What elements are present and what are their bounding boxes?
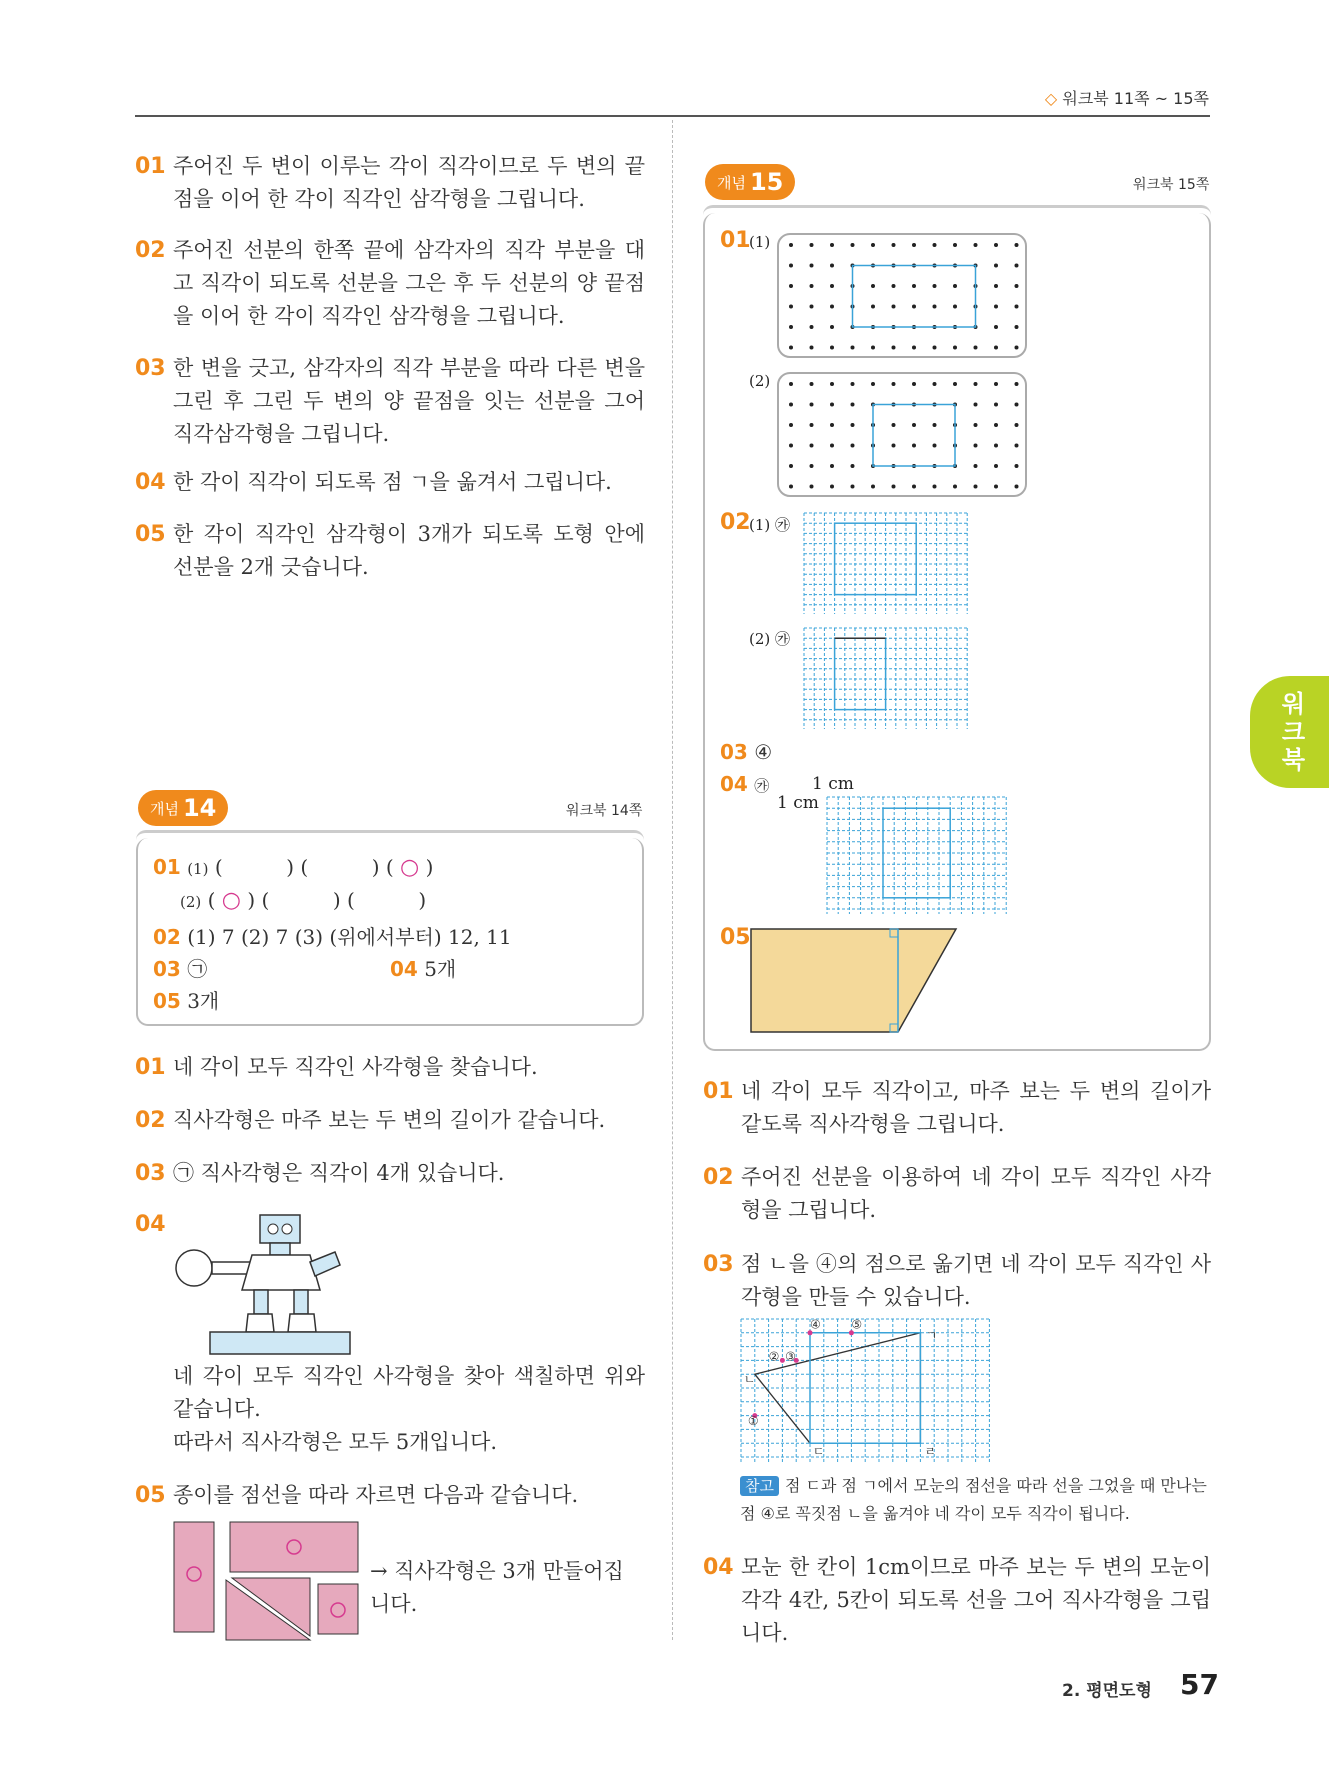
- grid-dot: [810, 284, 814, 288]
- answer-number: 04: [390, 957, 418, 981]
- item-text: 주어진 두 변이 이루는 각이 직각이므로 두 변의 끝점을 이어 한 각이 직각인 삼각형을 그립니다.: [173, 154, 645, 211]
- left-05: [135, 1479, 645, 1512]
- left-item-05: [135, 518, 645, 584]
- concept-15-tag: [705, 164, 795, 200]
- sub-label: (1): [187, 860, 209, 878]
- grid-dot: [994, 485, 998, 489]
- grid-dot: [994, 325, 998, 329]
- grid-dot: [871, 305, 875, 309]
- grid-dot: [974, 403, 978, 407]
- grid-dot: [892, 243, 896, 247]
- grid-dot: [830, 423, 834, 427]
- item-number: 02: [135, 1108, 166, 1133]
- left-item-02: [135, 234, 645, 333]
- grid-dot: [953, 346, 957, 350]
- dot-grid-frame: [778, 373, 1026, 496]
- left-04-number: 04: [135, 1212, 166, 1237]
- answer-text: 3개: [187, 989, 220, 1013]
- grid-dot: [933, 485, 937, 489]
- grid-dot: [830, 305, 834, 309]
- left-05-result: → 직사각형은 3개 만들어집니다.: [370, 1559, 624, 1616]
- grid-dot: [912, 423, 916, 427]
- concept-number: 15: [749, 168, 784, 196]
- item-text: 주어진 선분의 한쪽 끝에 삼각자의 직각 부분을 대고 직각이 되도록 선분을 그은 후 두 선분의 양 끝점을 이어 한 각이 직각인 삼각형을 그립니다.: [173, 238, 645, 328]
- concept-number: 14: [182, 794, 217, 822]
- item-text: 직사각형은 마주 보는 두 변의 길이가 같습니다.: [173, 1108, 606, 1132]
- concept-14-tag: [138, 790, 228, 826]
- grid-dot: [912, 444, 916, 448]
- diagram-label: ㄱ: [925, 1328, 938, 1343]
- grid-dot: [892, 305, 896, 309]
- trapezoid-figure: [748, 926, 958, 1036]
- drawn-rectangle: [835, 638, 886, 709]
- candidate-point: [780, 1358, 785, 1363]
- grid-dot: [994, 423, 998, 427]
- grid-dot: [974, 485, 978, 489]
- c14-a02: [153, 921, 512, 950]
- answer-text: (1) 7 (2) 7 (3) (위에서부터) 12, 11: [187, 925, 512, 949]
- concept-label: 개념: [717, 173, 746, 192]
- left-04-text1: 네 각이 모두 직각인 사각형을 찾아 색칠하면 위와 같습니다.: [173, 1364, 645, 1421]
- left-b-item-02: [135, 1104, 645, 1137]
- page-number: 57: [1180, 1668, 1219, 1701]
- grid-dot: [851, 243, 855, 247]
- dot-grid-2: [777, 372, 1027, 497]
- grid-dot: [871, 284, 875, 288]
- grid-dot: [974, 382, 978, 386]
- q01-number: 01: [720, 228, 751, 253]
- side-tab-text: 워크북: [1281, 690, 1306, 774]
- grid-dot: [974, 423, 978, 427]
- q01-sub2: (2): [749, 372, 771, 390]
- grid-dot: [810, 444, 814, 448]
- grid-dot: [830, 444, 834, 448]
- q04-answer: [720, 772, 769, 796]
- grid-dot: [912, 305, 916, 309]
- grid-dot: [851, 464, 855, 468]
- c14-a04: [390, 953, 456, 982]
- grid-dot: [892, 485, 896, 489]
- item-text: ㉠ 직사각형은 직각이 4개 있습니다.: [173, 1161, 505, 1185]
- grid-paper-2: [803, 627, 971, 729]
- grid-dot: [789, 464, 793, 468]
- grid-dot: [810, 423, 814, 427]
- grid-dot: [830, 403, 834, 407]
- grid-dot: [789, 305, 793, 309]
- item-number: 02: [135, 238, 166, 263]
- grid-dot: [994, 346, 998, 350]
- c14-row2: (2) ( ○ ) ( ) ( ): [180, 888, 427, 913]
- grid-dot: [810, 403, 814, 407]
- grid-dot: [994, 284, 998, 288]
- grid-dot: [974, 346, 978, 350]
- grid-dot: [912, 284, 916, 288]
- circle-mark: ○: [221, 888, 241, 913]
- grid-dot: [994, 264, 998, 268]
- grid-dot: [953, 284, 957, 288]
- grid-dot: [830, 325, 834, 329]
- cut-paper-figure: [170, 1518, 370, 1646]
- q02-sub2: (2) ㉮: [749, 630, 791, 648]
- workbook-ref-text: 워크북 11쪽 ~ 15쪽: [1062, 89, 1209, 108]
- grid-dot: [810, 305, 814, 309]
- grid-dot: [912, 346, 916, 350]
- answer-text: 5개: [424, 957, 457, 981]
- grid-dot: [1015, 264, 1019, 268]
- diagram-label: ④: [810, 1318, 821, 1332]
- grid-dot: [830, 485, 834, 489]
- item-text: 점 ㄴ을 ④의 점으로 옮기면 네 각이 모두 직각인 사각형을 만들 수 있습니다.: [741, 1252, 1211, 1309]
- grid-dot: [974, 444, 978, 448]
- grid-dot: [953, 485, 957, 489]
- grid-paper-3: [826, 796, 1009, 914]
- item-text: 종이를 점선을 따라 자르면 다음과 같습니다.: [173, 1483, 579, 1507]
- answer-number: 03: [720, 740, 748, 764]
- grid-dot: [851, 423, 855, 427]
- grid-dot: [953, 382, 957, 386]
- grid-dot: [810, 485, 814, 489]
- item-number: 05: [135, 522, 166, 547]
- grid-dot: [1015, 325, 1019, 329]
- answer-number: 05: [153, 989, 181, 1013]
- grid-dot: [892, 444, 896, 448]
- grid-dot: [912, 485, 916, 489]
- point-move-grid: [740, 1318, 990, 1464]
- item-number: 04: [135, 470, 166, 495]
- grid-dot: [871, 382, 875, 386]
- q05-number: 05: [720, 925, 751, 950]
- workbook-side-tab: [1250, 676, 1329, 788]
- grid-dot: [994, 382, 998, 386]
- c14-a03: [153, 953, 207, 982]
- grid-dot: [892, 382, 896, 386]
- note-block: [740, 1472, 1210, 1528]
- c14-row1: 01 (1) ( ) ( ) ( ○ ): [153, 855, 434, 880]
- grid-dot: [851, 346, 855, 350]
- grid-dot: [912, 243, 916, 247]
- grid-dot: [789, 403, 793, 407]
- item-number: 01: [703, 1079, 734, 1104]
- grid-dot: [789, 264, 793, 268]
- grid-dot: [851, 444, 855, 448]
- right-item-02: [703, 1161, 1211, 1227]
- q02-sub1: (1) ㉮: [749, 516, 791, 534]
- left-item-03: [135, 352, 645, 451]
- grid-dot: [810, 243, 814, 247]
- grid-paper-1: [803, 512, 971, 614]
- grid-dot: [1015, 382, 1019, 386]
- grid-dot: [851, 485, 855, 489]
- item-number: 01: [135, 154, 166, 179]
- diagram-label: ①: [747, 1414, 759, 1429]
- grid-dot: [974, 243, 978, 247]
- answer-number: 03: [153, 957, 181, 981]
- grid-dot: [1015, 305, 1019, 309]
- answer-number: 01: [153, 855, 181, 879]
- grid-dot: [830, 243, 834, 247]
- grid-dot: [871, 485, 875, 489]
- answer-number: 02: [153, 925, 181, 949]
- item-text: 한 각이 직각이 되도록 점 ㄱ을 옮겨서 그립니다.: [173, 470, 612, 494]
- diagram-label: ㄹ: [924, 1444, 937, 1459]
- item-text: 네 각이 모두 직각이고, 마주 보는 두 변의 길이가 같도록 직사각형을 그립니다.: [741, 1079, 1211, 1136]
- diamond-icon: ◇: [1044, 89, 1058, 108]
- grid-dot: [994, 243, 998, 247]
- right-item-04: [703, 1551, 1211, 1650]
- answer-number: 04: [720, 772, 748, 796]
- grid-dot: [789, 243, 793, 247]
- workbook-ref: [1045, 86, 1209, 109]
- item-text: 한 각이 직각인 삼각형이 3개가 되도록 도형 안에 선분을 2개 긋습니다.: [173, 522, 645, 579]
- q02-number: 02: [720, 510, 751, 535]
- c14-a05: [153, 985, 219, 1014]
- grid-dot: [1015, 464, 1019, 468]
- grid-dot: [953, 305, 957, 309]
- item-number: 02: [703, 1165, 734, 1190]
- grid-dot: [994, 464, 998, 468]
- left-item-01: [135, 150, 645, 216]
- left-04-text2: 따라서 직사각형은 모두 5개입니다.: [173, 1430, 498, 1454]
- grid-dot: [1015, 403, 1019, 407]
- grid-dot: [789, 444, 793, 448]
- grid-dot: [830, 382, 834, 386]
- right-item-03: [703, 1248, 1211, 1314]
- grid-dot: [892, 423, 896, 427]
- grid-dot: [892, 346, 896, 350]
- diagram-label: ㄷ: [812, 1444, 825, 1459]
- grid-dot: [974, 464, 978, 468]
- grid-dot: [933, 444, 937, 448]
- grid-dot: [994, 305, 998, 309]
- q04-width-label: 1 cm: [812, 774, 854, 794]
- grid-dot: [892, 284, 896, 288]
- note-badge: 참고: [740, 1476, 779, 1496]
- note-text: 점 ㄷ과 점 ㄱ에서 모눈의 점선을 따라 선을 그었을 때 만나는 점 ④로 꼭짓점 ㄴ을 옮겨야 네 각이 모두 직각이 됩니다.: [740, 1476, 1207, 1523]
- grid-dot: [789, 346, 793, 350]
- grid-dot: [1015, 284, 1019, 288]
- grid-dot: [933, 346, 937, 350]
- grid-dot: [1015, 444, 1019, 448]
- item-text: 주어진 선분을 이용하여 네 각이 모두 직각인 사각형을 그립니다.: [741, 1165, 1211, 1222]
- item-number: 04: [703, 1555, 734, 1580]
- right-item-01: [703, 1075, 1211, 1141]
- q03-answer: [720, 740, 772, 764]
- grid-dot: [933, 305, 937, 309]
- sub-label: (2): [180, 893, 202, 911]
- grid-dot: [830, 284, 834, 288]
- grid-dot: [830, 346, 834, 350]
- answer-text: ㉠: [187, 957, 208, 981]
- item-text: 한 변을 긋고, 삼각자의 직각 부분을 따라 다른 변을 그린 후 그린 두 변의 양 끝점을 잇는 선분을 그어 직각삼각형을 그립니다.: [173, 356, 645, 446]
- item-text: 모눈 한 칸이 1cm이므로 마주 보는 두 변의 모눈이 각각 4칸, 5칸이 되도록 선을 그어 직사각형을 그립니다.: [741, 1555, 1211, 1645]
- item-number: 05: [135, 1483, 166, 1508]
- concept-15-ref: 워크북 15쪽: [1133, 177, 1210, 193]
- item-text: 네 각이 모두 직각인 사각형을 찾습니다.: [173, 1055, 538, 1079]
- grid-dot: [810, 325, 814, 329]
- grid-dot: [871, 243, 875, 247]
- grid-dot: [933, 284, 937, 288]
- grid-dot: [810, 382, 814, 386]
- left-item-04: [135, 466, 645, 499]
- grid-dot: [789, 382, 793, 386]
- grid-dot: [933, 423, 937, 427]
- circle-mark: ○: [400, 855, 420, 880]
- diagram-label: ⑤: [851, 1318, 863, 1332]
- diagram-label: ②: [768, 1349, 780, 1364]
- answer-text: ㉮: [754, 777, 770, 795]
- grid-dot: [789, 325, 793, 329]
- item-number: 03: [703, 1252, 734, 1277]
- q04-height-label: 1 cm: [777, 793, 819, 813]
- footer-chapter: 2. 평면도형: [1062, 1681, 1152, 1701]
- grid-dot: [789, 423, 793, 427]
- item-number: 01: [135, 1055, 166, 1080]
- grid-dot: [1015, 485, 1019, 489]
- grid-dot: [810, 464, 814, 468]
- column-divider: [672, 120, 673, 1640]
- diagram-label: ③: [785, 1349, 796, 1364]
- item-number: 03: [135, 1161, 166, 1186]
- grid-dot: [789, 284, 793, 288]
- grid-dot: [994, 444, 998, 448]
- grid-dot: [851, 403, 855, 407]
- answer-text: ④: [754, 740, 773, 764]
- grid-dot: [851, 382, 855, 386]
- robot-figure: [170, 1210, 360, 1360]
- diagram-label: ㄴ: [743, 1372, 756, 1387]
- concept-14-ref: 워크북 14쪽: [566, 803, 643, 819]
- top-rule: [135, 115, 1210, 117]
- grid-dot: [810, 346, 814, 350]
- left-b-item-03: [135, 1157, 645, 1190]
- grid-dot: [871, 346, 875, 350]
- grid-dot: [830, 464, 834, 468]
- left-b-item-01: [135, 1051, 645, 1084]
- grid-dot: [1015, 243, 1019, 247]
- grid-dot: [830, 264, 834, 268]
- q01-sub1: (1): [749, 233, 771, 251]
- grid-dot: [933, 382, 937, 386]
- grid-dot: [810, 264, 814, 268]
- grid-dot: [912, 382, 916, 386]
- grid-dot: [1015, 423, 1019, 427]
- dot-grid-frame: [778, 234, 1026, 357]
- concept-label: 개념: [150, 799, 179, 818]
- grid-dot: [1015, 346, 1019, 350]
- grid-dot: [933, 243, 937, 247]
- grid-dot: [789, 485, 793, 489]
- item-number: 03: [135, 356, 166, 381]
- grid-dot: [994, 403, 998, 407]
- grid-dot: [953, 243, 957, 247]
- dot-grid-1: [777, 233, 1027, 358]
